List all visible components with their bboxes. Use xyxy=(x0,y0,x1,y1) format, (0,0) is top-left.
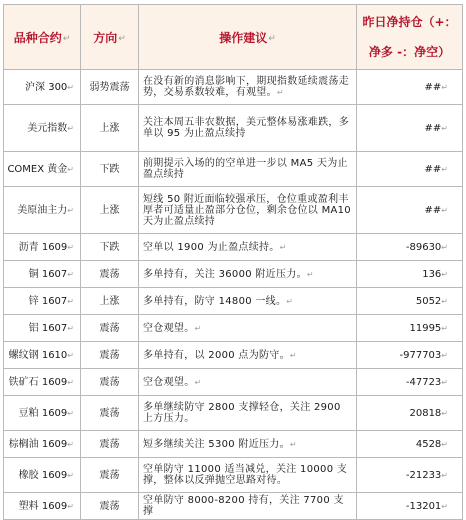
row-advice: 空仓观望。 xyxy=(143,322,195,334)
table-row: 锌 1607↵ 上涨 多单持有，防守 14800 一线。↵ 5052↵ xyxy=(4,288,463,315)
row-position: -89630 xyxy=(405,241,442,253)
row-position: 4528 xyxy=(415,438,442,450)
row-name: 螺纹钢 1610 xyxy=(8,349,68,361)
row-name: 橡胶 1609 xyxy=(18,469,68,481)
row-advice: 空单防守 8000-8200 持有，关注 7700 支撑 xyxy=(143,495,344,517)
row-advice: 短线 50 附近面临较强承压，仓位重或盈利丰厚者可适量止盈部分仓位，剩余仓位以 MA10 天为止盈点续持 xyxy=(143,193,351,227)
row-direction: 震荡 xyxy=(99,349,120,361)
row-position: 136 xyxy=(422,268,442,280)
table-row: 铁矿石 1609↵ 震荡 空仓观望。↵ -47723↵ xyxy=(4,369,463,396)
table-row: 棕榈油 1609↵ 震荡 短多继续关注 5300 附近压力。↵ 4528↵ xyxy=(4,431,463,458)
row-position: 11995 xyxy=(409,322,442,334)
row-direction: 震荡 xyxy=(99,407,120,419)
row-advice: 关注本周五非农数据，美元整体易涨难跌，多单以 95 为止盈点续持 xyxy=(143,117,349,139)
row-advice: 多单持有，防守 14800 一线。 xyxy=(143,295,287,307)
table-row: 螺纹钢 1610↵ 震荡 多单持有，以 2000 点为防守。↵ -977703↵ xyxy=(4,342,463,369)
row-position: -47723 xyxy=(405,376,442,388)
table-row: 美元指数↵ 上涨 关注本周五非农数据，美元整体易涨难跌，多单以 95 为止盈点续持 ##↵ xyxy=(4,105,463,152)
row-direction: 震荡 xyxy=(99,500,120,512)
row-advice: 多单继续防守 2800 支撑轻仓，关注 2900 上方压力。 xyxy=(143,402,341,424)
row-name: 美元指数 xyxy=(27,122,68,134)
table-row: 豆粕 1609↵ 震荡 多单继续防守 2800 支撑轻仓，关注 2900 上方压力。 20818↵ xyxy=(4,396,463,431)
header-net-position: 昨日净持仓（+： 净多 -：净空） xyxy=(357,5,463,70)
row-position: 5052 xyxy=(415,295,442,307)
row-direction: 下跌 xyxy=(99,241,120,253)
row-name: 铜 1607 xyxy=(28,268,68,280)
row-advice: 多单持有，关注 36000 附近压力。 xyxy=(143,268,307,280)
row-name: 锌 1607 xyxy=(28,295,68,307)
table-row: COMEX 黄金↵ 下跌 前期提示入场的的空单进一步以 MA5 天为止盈点续持 ##↵ xyxy=(4,152,463,187)
row-position: ## xyxy=(424,204,442,216)
row-advice: 多单持有，以 2000 点为防守。 xyxy=(143,349,290,361)
row-direction: 震荡 xyxy=(99,268,120,280)
row-direction: 上涨 xyxy=(99,122,120,134)
row-position: ## xyxy=(424,163,442,175)
table-row: 铝 1607↵ 震荡 空仓观望。↵ 11995↵ xyxy=(4,315,463,342)
row-position: ## xyxy=(424,81,442,93)
row-advice: 在没有新的消息影响下，期现指数延续震荡走势，交易系数较难，有观望。 xyxy=(143,76,349,98)
row-direction: 震荡 xyxy=(99,469,120,481)
table-row: 沥青 1609↵ 下跌 空单以 1900 为止盈点续持。↵ -89630↵ xyxy=(4,234,463,261)
row-advice: 空仓观望。 xyxy=(143,376,195,388)
table-row: 沪深 300↵ 弱势震荡 在没有新的消息影响下，期现指数延续震荡走势，交易系数较难，有观望。↵ ##↵ xyxy=(4,70,463,105)
row-name: COMEX 黄金 xyxy=(7,163,68,175)
row-direction: 下跌 xyxy=(99,163,120,175)
header-variety: 品种合约↵ xyxy=(4,5,81,70)
row-advice: 空单以 1900 为止盈点续持。 xyxy=(143,241,280,253)
row-direction: 震荡 xyxy=(99,376,120,388)
row-name: 塑料 1609 xyxy=(18,500,68,512)
row-name: 铝 1607 xyxy=(28,322,68,334)
row-name: 铁矿石 1609 xyxy=(8,376,68,388)
row-name: 沥青 1609 xyxy=(18,241,68,253)
table-row: 橡胶 1609↵ 震荡 空单防守 11000 适当减兑，关注 10000 支撑，整体以反弹抛空思路对待。 -21233↵ xyxy=(4,458,463,493)
row-position: ## xyxy=(424,122,442,134)
row-advice: 空单防守 11000 适当减兑，关注 10000 支撑，整体以反弹抛空思路对待。 xyxy=(143,464,348,486)
table-header-row xyxy=(4,5,463,70)
row-name: 沪深 300 xyxy=(25,81,68,93)
row-position: -977703 xyxy=(399,349,442,361)
row-direction: 上涨 xyxy=(99,204,120,216)
row-advice: 前期提示入场的的空单进一步以 MA5 天为止盈点续持 xyxy=(143,158,348,180)
table-row: 塑料 1609↵ 震荡 空单防守 8000-8200 持有，关注 7700 支撑 -13201↵ xyxy=(4,493,463,520)
row-position: -13201 xyxy=(405,500,442,512)
row-direction: 上涨 xyxy=(99,295,120,307)
table-row: 美原油主力↵ 上涨 短线 50 附近面临较强承压，仓位重或盈利丰厚者可适量止盈部分仓位，剩余仓位以 MA10 天为止盈点续持 ##↵ xyxy=(4,187,463,234)
row-direction: 弱势震荡 xyxy=(89,81,130,93)
trading-advice-table xyxy=(3,4,463,520)
row-name: 豆粕 1609 xyxy=(18,407,68,419)
row-direction: 震荡 xyxy=(99,322,120,334)
row-name: 棕榈油 1609 xyxy=(8,438,68,450)
table-row: 铜 1607↵ 震荡 多单持有，关注 36000 附近压力。↵ 136↵ xyxy=(4,261,463,288)
row-name: 美原油主力 xyxy=(17,204,68,216)
header-advice: 操作建议↵ xyxy=(139,5,357,70)
row-position: 20818 xyxy=(409,407,442,419)
row-advice: 短多继续关注 5300 附近压力。 xyxy=(143,438,290,450)
header-direction: 方向↵ xyxy=(81,5,139,70)
row-direction: 震荡 xyxy=(99,438,120,450)
row-position: -21233 xyxy=(405,469,442,481)
